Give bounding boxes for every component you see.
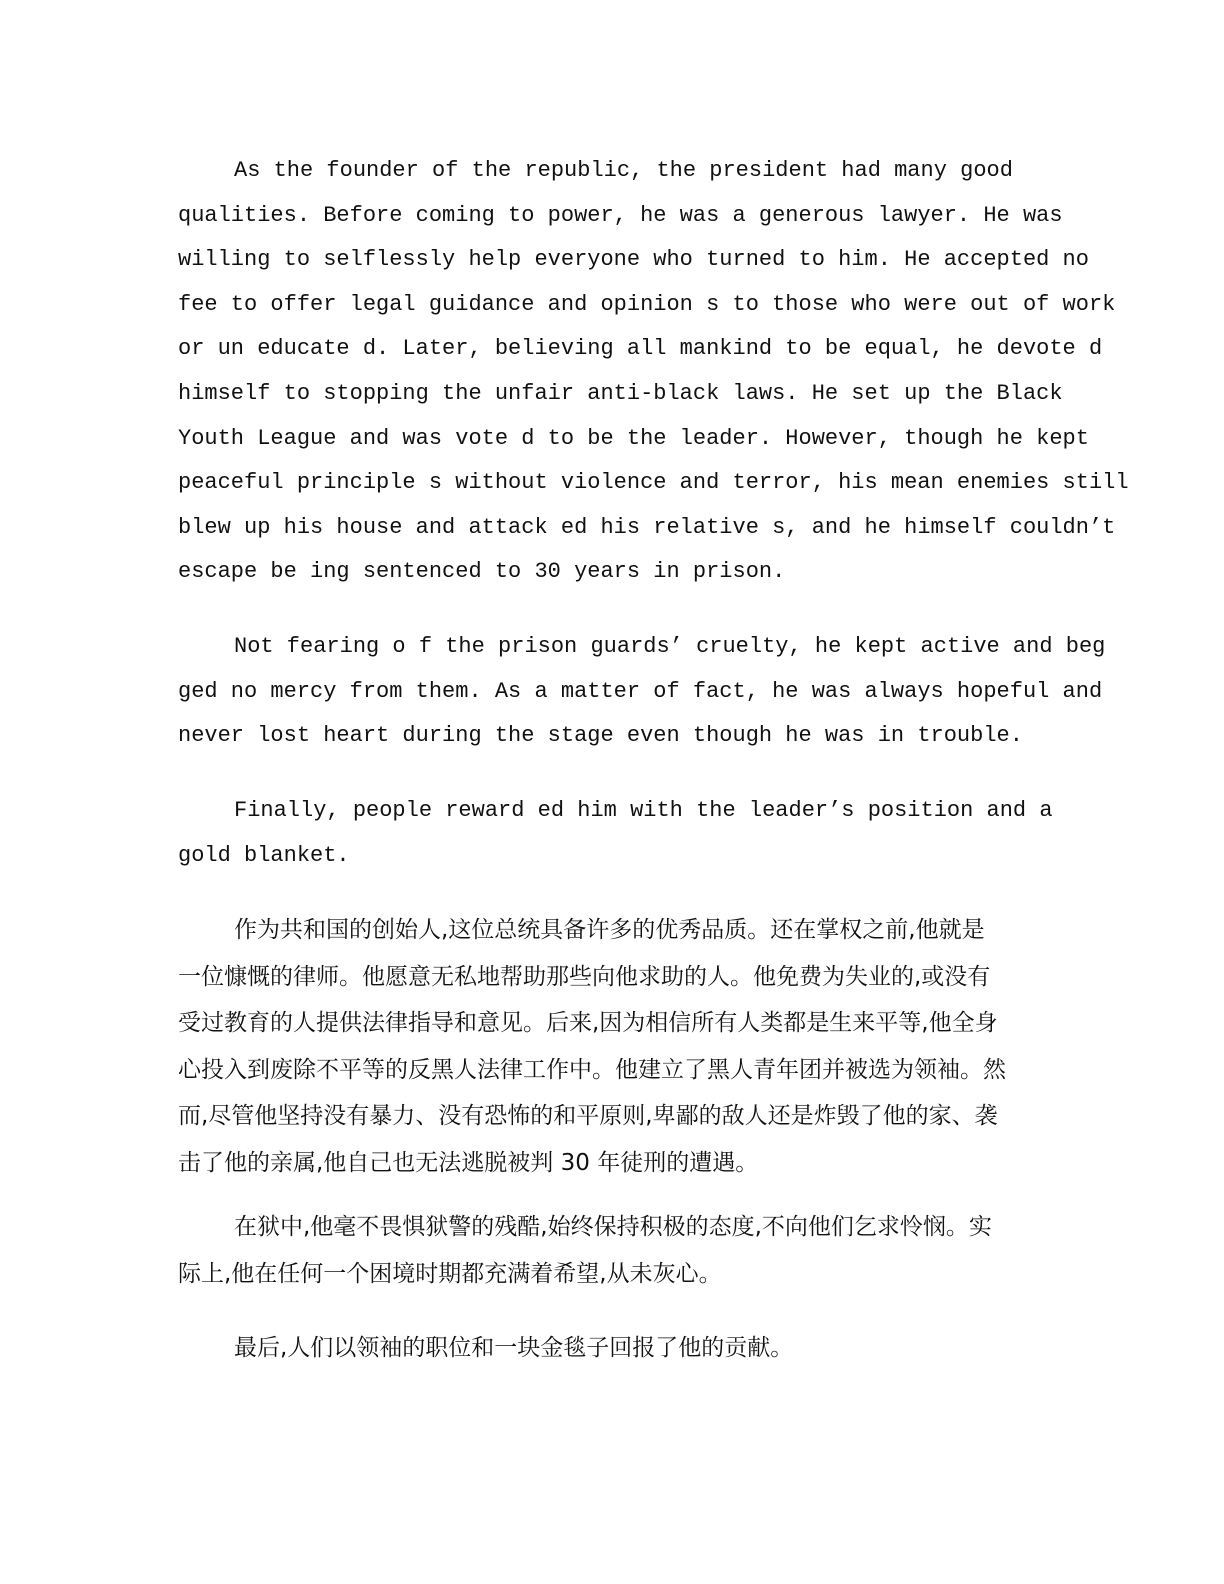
text-line: willing to selflessly help everyone who turned to him. He accepted no <box>178 247 1089 273</box>
text-line: 际上,他在任何一个困境时期都充满着希望,从未灰心。 <box>178 1260 722 1287</box>
text-line: Not fearing o f the prison guards’ cruelty, he kept active and beg <box>234 634 1106 659</box>
text-line: 在狱中,他毫不畏惧狱警的残酷,始终保持积极的态度,不向他们乞求怜悯。实 <box>234 1214 992 1240</box>
text-line: 作为共和国的创始人,这位总统具备许多的优秀品质。还在掌权之前,他就是 <box>234 917 985 943</box>
text-line: escape be ing sentenced to 30 years in prison. <box>178 559 786 585</box>
text-line: ged no mercy from them. As a matter of fact, he was always hopeful and <box>178 678 1103 704</box>
text-line: 心投入到废除不平等的反黑人法律工作中。他建立了黑人青年团并被选为领袖。然 <box>178 1056 1006 1083</box>
text-line: 受过教育的人提供法律指导和意见。后来,因为相信所有人类都是生来平等,他全身 <box>178 1010 998 1036</box>
text-line: As the founder of the republic, the president had many good <box>234 158 1013 183</box>
text-line: 最后,人们以领袖的职位和一块金毯子回报了他的贡献。 <box>234 1335 794 1361</box>
text-line: never lost heart during the stage even though he was in trouble. <box>178 723 1023 749</box>
text-line: 击了他的亲属,他自己也无法逃脱被判 30 年徒刑的遭遇。 <box>178 1149 759 1176</box>
text-line: Youth League and was vote d to be the leader. However, though he kept <box>178 425 1089 451</box>
text-line: 一位慷慨的律师。他愿意无私地帮助那些向他求助的人。他免费为失业的,或没有 <box>178 963 991 990</box>
english-paragraph-2 <box>178 625 1106 759</box>
text-line: fee to offer legal guidance and opinion s to those who were out of work <box>178 291 1116 317</box>
text-line: blew up his house and attack ed his relative s, and he himself couldn’t <box>178 514 1116 540</box>
text-line: himself to stopping the unfair anti-black laws. He set up the Black <box>178 380 1063 406</box>
text-line: qualities. Before coming to power, he was a generous lawyer. He was <box>178 202 1063 228</box>
text-line: gold blanket. <box>178 842 350 868</box>
text-line: Finally, people reward ed him with the leader’s position and a <box>234 798 1053 823</box>
chinese-paragraph-3 <box>178 1325 1048 1372</box>
chinese-paragraph-1 <box>178 907 1048 1186</box>
text-line: or un educate d. Later, believing all mankind to be equal, he devote d <box>178 336 1103 362</box>
text-line: peaceful principle s without violence and terror, his mean enemies still <box>178 470 1129 496</box>
english-paragraph-3 <box>178 789 1053 878</box>
chinese-paragraph-2 <box>178 1204 1048 1297</box>
text-line: 而,尽管他坚持没有暴力、没有恐怖的和平原则,卑鄙的敌人还是炸毁了他的家、袭 <box>178 1103 998 1129</box>
english-paragraph-1 <box>178 149 1129 595</box>
